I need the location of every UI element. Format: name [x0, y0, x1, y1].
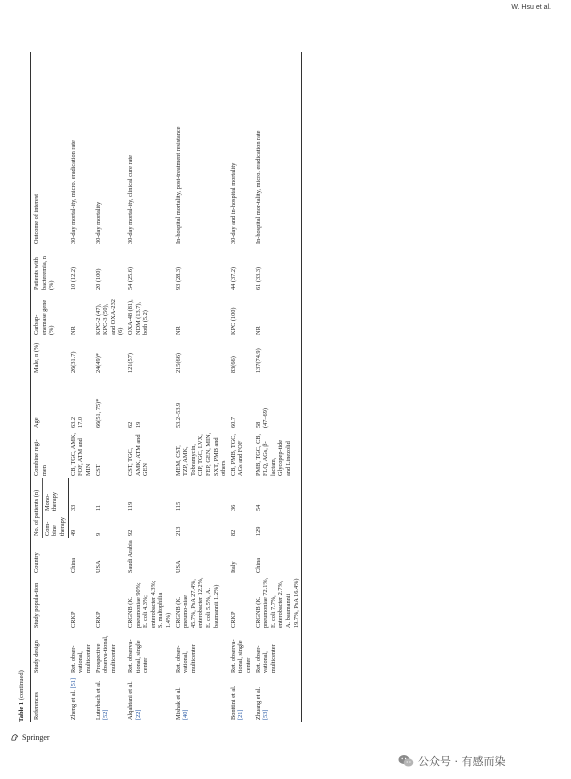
cell-design: Ret. observa-tional, single center	[229, 639, 252, 673]
cell-country: USA	[174, 560, 182, 573]
cell-country: China	[69, 557, 77, 573]
cell-population: CRGNB (K. pneumoniae 90%; E. coli 4.3%; enterobacter 4.3%; S. maltophilia 1.4%)	[127, 580, 172, 628]
cell-age	[126, 375, 174, 430]
reference-link[interactable]: [40]	[182, 709, 190, 720]
cell-regimen: CB, PMB, TGC, AGs and FOF	[229, 433, 245, 476]
cell-bacteremia: 93 (28.3)	[174, 266, 182, 290]
cell-regimen: CST, TGC, AMK, ATM and GEN	[127, 434, 150, 476]
cell-age	[229, 375, 254, 430]
cell-bacteremia: 20 (100)	[94, 268, 102, 290]
cell-male: 26(31.7)	[69, 351, 77, 373]
cell-design: Ret. observa-tional, single center	[127, 639, 150, 673]
cell-carbapenemase-gene: KPC (100)	[229, 307, 237, 335]
header-age: Age	[31, 375, 69, 430]
cell-age	[254, 375, 302, 430]
cell-age	[174, 375, 229, 430]
cell-mono-n: 36	[229, 504, 237, 511]
footer-publisher	[10, 733, 50, 742]
table-row	[69, 52, 94, 722]
cell-carbapenemase-gene: NR	[69, 326, 77, 335]
table-row	[254, 52, 302, 722]
cell-male: 83(66)	[229, 356, 237, 373]
cell-male: 215(66)	[174, 353, 182, 373]
header-male: Male, n (%)	[31, 337, 69, 375]
cell-mono-n: 115	[174, 501, 182, 511]
cell-combine-n: 213	[174, 526, 182, 536]
cell-country: Saudi Arabia	[127, 540, 135, 573]
cell-combine-n: 82	[229, 529, 237, 536]
cell-male: 137(74.9)	[254, 337, 302, 375]
reference-author: Zhuang et al.	[254, 686, 262, 720]
table-row	[126, 52, 174, 722]
cell-design: Prospective observa-tional, multicenter	[94, 635, 117, 673]
running-header-author: W. Hsu et al.	[511, 4, 551, 11]
cell-bacteremia: 61 (33.3)	[254, 246, 302, 292]
age-value: 62	[127, 421, 135, 428]
cell-design: Ret. obser-vational, multicenter	[254, 630, 302, 675]
cell-regimen: CB, TGC, AMK, FOF, ATM and MIN	[69, 432, 93, 476]
cell-carbapenemase-gene: NR	[254, 292, 302, 337]
header-study-population: Study popula-tion	[31, 575, 69, 630]
header-mono-therapy: Mono-therapy	[42, 478, 69, 513]
cell-population: CRKP	[229, 611, 237, 628]
table-row	[174, 52, 229, 722]
cell-population: CRGNB (K. pneumoniae 72.1%, E. coli 7.7%, enterobacter 2.7%, A. baumannii 19.7%, PsA 16.4%)	[254, 575, 302, 630]
cell-reference	[229, 675, 254, 722]
header-bacteremia: Patients with bacteremia, n (%)	[31, 246, 69, 292]
cell-mono-n: 33	[70, 504, 78, 511]
table-row	[229, 52, 254, 722]
cell-combine-n: 92	[127, 529, 135, 536]
cell-population: CRKP	[94, 611, 102, 628]
wechat-icon	[398, 754, 414, 768]
reference-author: Luterbach et al.	[94, 680, 102, 720]
table-caption	[18, 670, 26, 722]
reference-link[interactable]: [21]	[237, 709, 245, 720]
age-value: 58	[254, 421, 262, 428]
reference-link[interactable]: [52]	[102, 709, 110, 720]
cell-reference	[254, 675, 302, 722]
cell-bacteremia: 54 (25.6)	[127, 266, 135, 290]
cell-male: 121(57)	[127, 353, 135, 373]
reference-author: Mishak et al.	[174, 687, 182, 720]
cell-outcome: 30-day mortality	[94, 201, 102, 244]
reference-link[interactable]: [22]	[134, 709, 142, 720]
age-value: 66(51, 75)*	[94, 398, 102, 428]
age-secondary-value: (47–69)	[262, 408, 270, 428]
cell-bacteremia: 10 (12.2)	[69, 266, 77, 290]
cell-age	[69, 375, 94, 430]
cell-carbapenemase-gene: NR	[174, 326, 182, 335]
reference-author: Bonttini et al.	[229, 685, 237, 720]
age-value: 60.7	[229, 416, 237, 428]
cell-reference	[94, 675, 126, 722]
age-value: 63.2	[69, 416, 77, 428]
table-caption-continued: (continued)	[18, 670, 25, 701]
cell-regimen: CST	[94, 464, 102, 476]
header-outcome: Outcome of interest	[31, 52, 69, 246]
cell-male: 24(49)*	[94, 353, 102, 373]
header-references: References	[31, 675, 69, 722]
header-no-patients: No. of patients (n)	[31, 478, 43, 538]
cell-reference	[126, 675, 174, 722]
rotated-table-page	[18, 34, 526, 722]
springer-horse-icon	[10, 733, 19, 742]
cell-bacteremia: 44 (37.2)	[229, 266, 237, 290]
reference-link[interactable]: [53]	[262, 709, 270, 720]
watermark-text: 公众号 · 有感而染	[418, 755, 506, 768]
cell-country: USA	[94, 560, 102, 573]
cell-reference	[69, 675, 94, 722]
cell-combine-n: 49	[70, 529, 78, 536]
cell-mono-n: 11	[94, 504, 102, 511]
cell-population: CRGNB (K. pneumo-niae 45.7%, PsA 27.4%, enterobacter 12.2%, E. coli 5.5%, A. baumannii 1.2%)	[174, 577, 220, 628]
age-secondary-value: 17.0	[77, 416, 85, 428]
cell-mono-n: 54	[254, 478, 302, 513]
table-header-row	[31, 52, 43, 722]
cell-regimen: MEM, CST, TZP, AMK, Tobramycin, CIP, TGC, LVX, FEP, GEN, MIN, SXT, PMB and others	[174, 432, 228, 476]
cell-outcome: 30-day mortal-ity, micro. eradication rate	[69, 140, 77, 244]
cell-combine-n: 129	[254, 513, 302, 538]
table-caption-label: Table 1	[18, 701, 25, 722]
cell-carbapenemase-gene: KPC-2 (47), KPC-3 (50), and OXA-232 (6)	[94, 299, 125, 335]
cell-country: Italy	[229, 561, 237, 573]
reference-author: Alqahtani et al.	[127, 681, 135, 720]
age-value: 53.2–53.9	[174, 402, 182, 428]
cell-reference	[174, 675, 229, 722]
header-study-design: Study design	[31, 630, 69, 675]
header-carbapenemase-gene: Carbap-enemase gene (%)	[31, 292, 69, 337]
table-body	[69, 52, 302, 722]
reference-author: Zheng et al.	[69, 690, 77, 720]
cell-age	[94, 375, 126, 430]
wechat-watermark	[398, 753, 506, 769]
cell-outcome: 30-day mortal-ity, clinical cure rate	[127, 155, 135, 244]
table-row	[94, 52, 126, 722]
cell-combine-n: 9	[94, 532, 102, 536]
cell-outcome: In-hospital mortality, post-treatment resistance	[174, 126, 182, 244]
cell-design: Ret. obser-vational, multicenter	[69, 644, 93, 673]
cell-mono-n: 119	[127, 501, 135, 511]
cell-design: Ret. obser-vational, multicenter	[174, 644, 197, 673]
header-country: Country	[31, 538, 69, 575]
cell-outcome: In-hospital mor-tality, micro. eradication rate	[254, 52, 302, 246]
results-table	[30, 52, 302, 722]
header-combine-regimen: Combine regi-men	[31, 430, 69, 478]
cell-outcome: 30-day and in-hospital mortality	[229, 162, 237, 244]
cell-country: China	[254, 538, 302, 575]
header-combine-therapy: Com-bine therapy	[42, 513, 69, 538]
age-secondary-value: 19	[134, 421, 142, 428]
cell-carbapenemase-gene: OXA-48 (81), NDM (13.7), both (5.2)	[127, 299, 150, 335]
cell-regimen: PMB, TGC, CB, FLQ, AGs, β-lactam, Glycopep-tide and Linezolid	[254, 430, 302, 478]
cell-population: CRKP	[69, 611, 77, 628]
footer-publisher-name: Springer	[22, 733, 50, 742]
reference-link[interactable]: [51]	[69, 678, 77, 689]
